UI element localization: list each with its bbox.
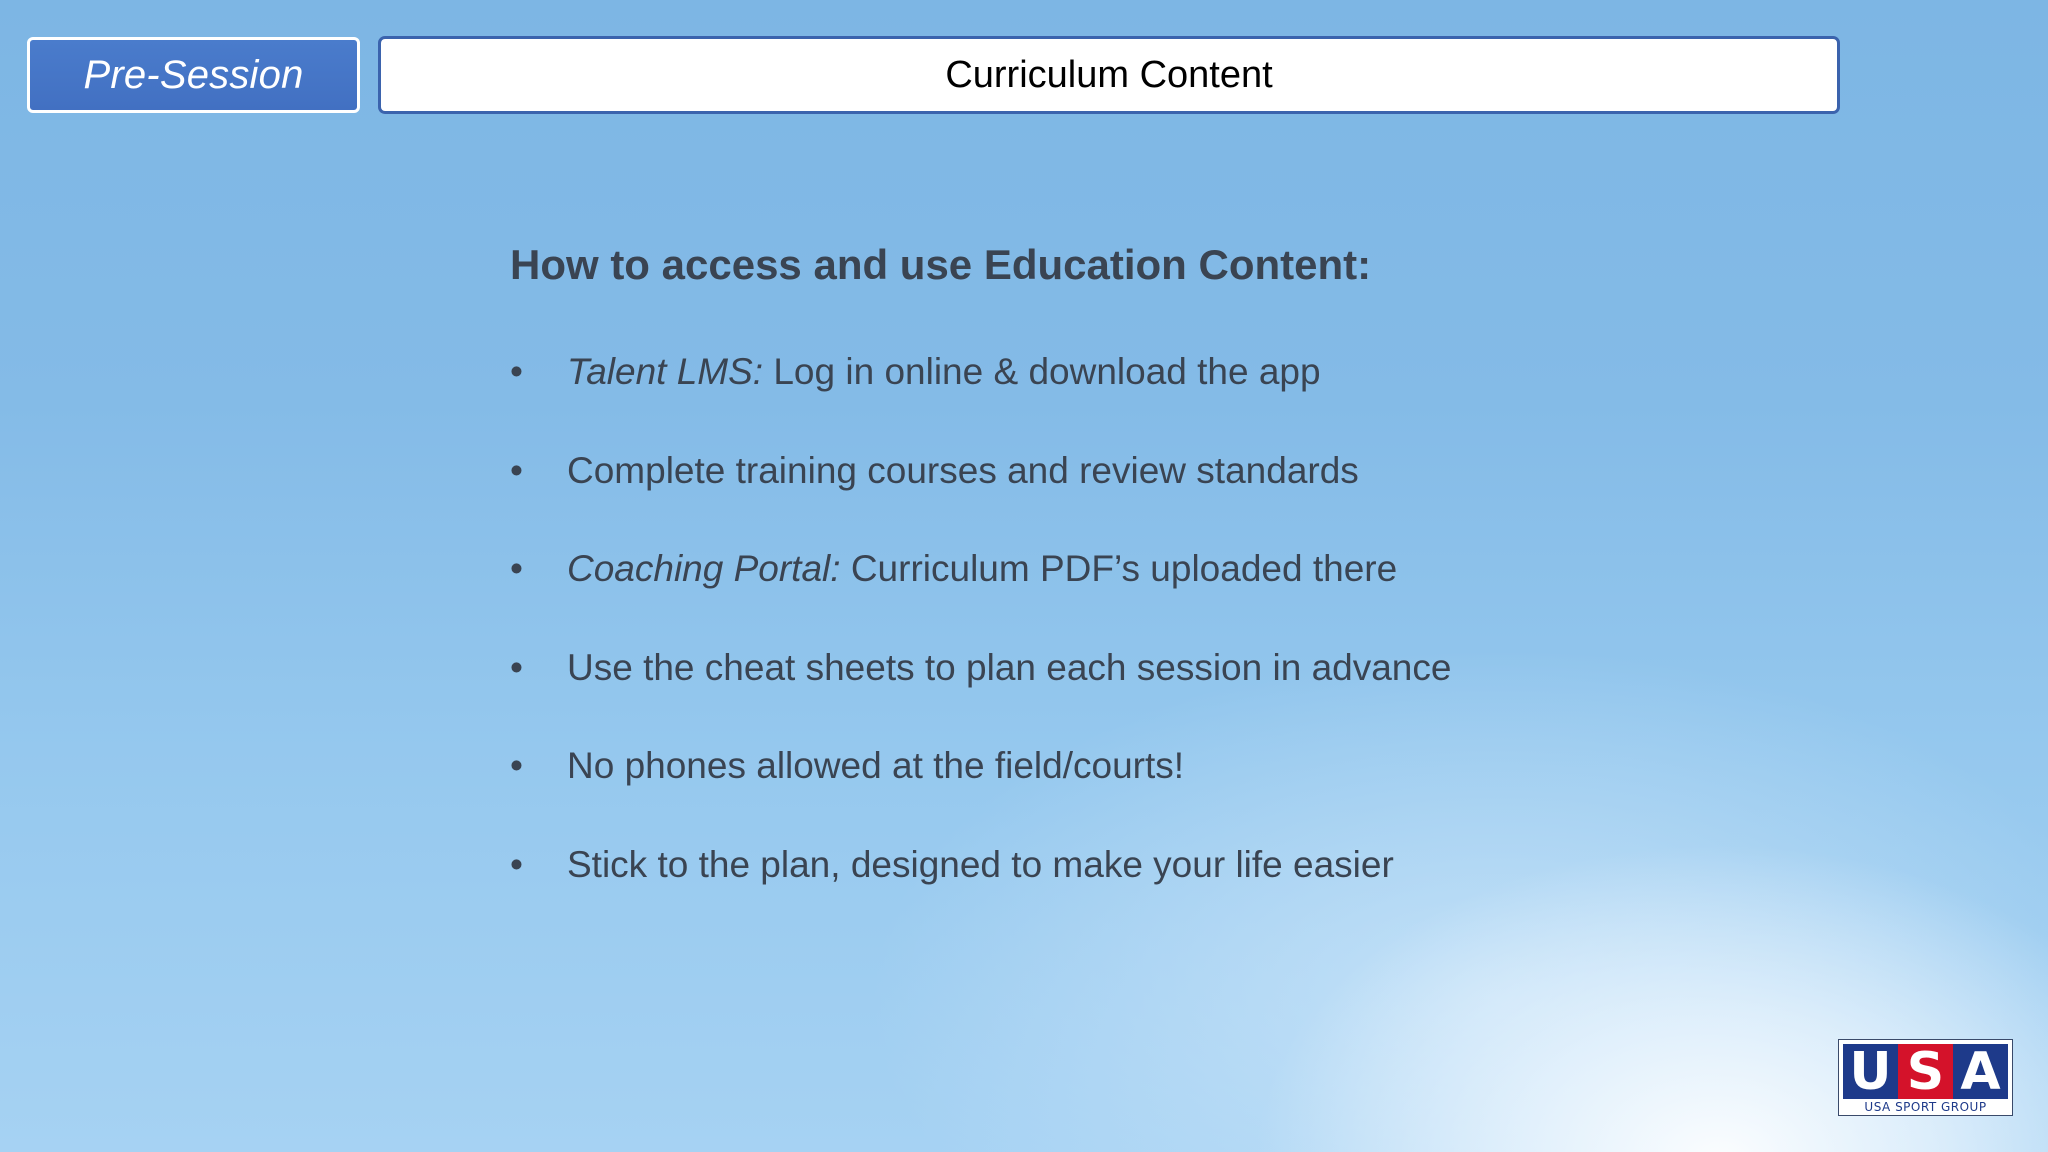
bullet-icon: • [510, 843, 523, 885]
bullet-item [510, 646, 1710, 745]
bullet-icon: • [510, 351, 523, 393]
bullet-item [510, 744, 1710, 843]
bullet-item [510, 843, 1710, 942]
bullet-text: Complete training courses and review standards [567, 449, 1359, 491]
section-tab [27, 37, 360, 113]
bullet-item [510, 547, 1710, 646]
bullet-list [510, 350, 1710, 941]
slide-title: Curriculum Content [945, 53, 1273, 96]
section-label: Pre-Session [83, 52, 304, 97]
bullet-icon: • [510, 449, 523, 491]
bullet-icon: • [510, 646, 523, 688]
bullet-text: No phones allowed at the field/courts! [567, 745, 1185, 787]
bullet-item [510, 350, 1710, 449]
bullet-text: Log in online & download the app [763, 351, 1321, 393]
bullet-emphasis: Talent LMS: [567, 351, 764, 393]
bullet-item [510, 449, 1710, 548]
logo-letters [1843, 1041, 2008, 1102]
main-content [510, 240, 1710, 941]
usa-sport-group-logo [1838, 1039, 2013, 1116]
title-box [378, 36, 1840, 114]
bullet-text: Stick to the plan, designed to make your life easier [567, 843, 1394, 885]
bullet-text: Use the cheat sheets to plan each session in advance [567, 646, 1452, 688]
bullet-icon: • [510, 745, 523, 787]
bullet-icon: • [510, 548, 523, 590]
bullet-text: Curriculum PDF’s uploaded there [840, 548, 1398, 590]
logo-letter-a: A [1953, 1044, 2008, 1099]
logo-subtitle: USA SPORT GROUP [1864, 1100, 1987, 1114]
content-heading: How to access and use Education Content: [510, 241, 1372, 288]
bullet-emphasis: Coaching Portal: [567, 548, 841, 590]
logo-letter-s: S [1898, 1044, 1953, 1099]
logo-letter-u: U [1843, 1044, 1898, 1099]
